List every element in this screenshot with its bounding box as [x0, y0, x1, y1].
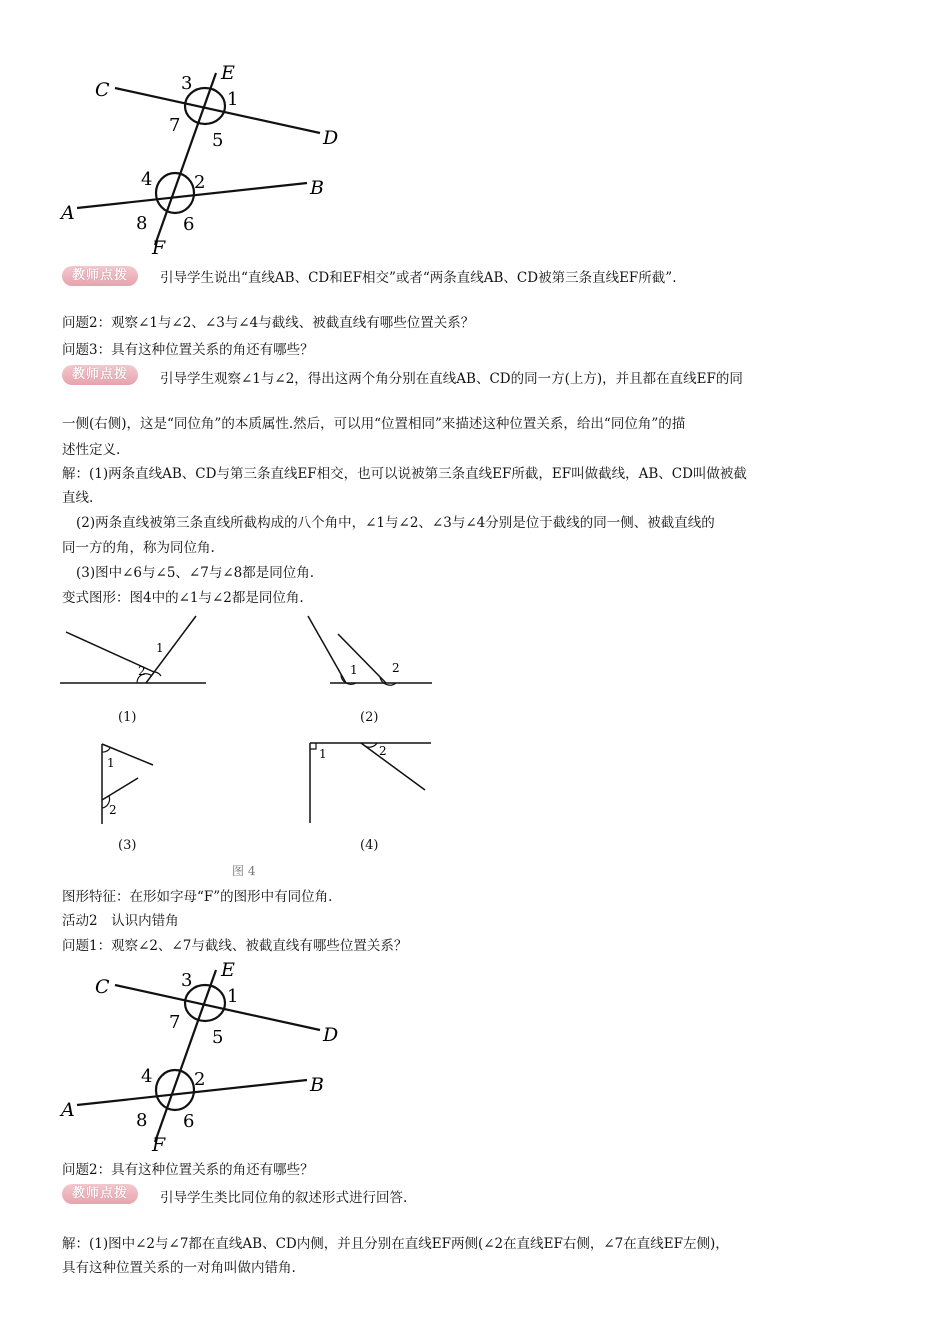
angle-mark-1: 1 [319, 747, 327, 761]
angle-mark-1: 1 [350, 663, 358, 677]
angle-label-7: 7 [169, 1012, 181, 1033]
figure-4-caption-4: (4) [360, 838, 379, 853]
activity-2-question-2: 问题2：具有这种位置关系的角还有哪些？ [62, 1162, 314, 1178]
angle-mark-1: 1 [107, 756, 115, 770]
angle-label-3: 3 [181, 970, 193, 991]
figure-feature: 图形特征：在形如字母“F”的图形中有同位角. [62, 889, 333, 905]
angle-mark-2: 2 [109, 803, 117, 817]
angle-label-1: 1 [227, 986, 239, 1007]
teacher-tip-3: 引导学生类比同位角的叙述形式进行回答. [160, 1190, 408, 1206]
figure-4-title: 图 4 [232, 864, 256, 878]
angle-label-4: 4 [141, 1066, 153, 1087]
label-f: F [152, 237, 166, 259]
figure-4-panel-4 [305, 738, 437, 828]
teacher-tip-2-line-3: 述性定义. [62, 442, 121, 458]
angle-mark-2: 2 [392, 661, 400, 675]
angle-label-3: 3 [181, 73, 193, 94]
teacher-tip-badge: 教师点拨 [62, 1184, 138, 1204]
angle-label-6: 6 [183, 1111, 195, 1132]
teacher-tip-2-line-1: 引导学生观察∠1与∠2，得出这两个角分别在直线AB、CD的同一方(上方)，并且都在直线EF的同 [160, 371, 743, 387]
angle-label-2: 2 [194, 172, 206, 193]
label-a: A [61, 202, 75, 224]
label-a: A [61, 1099, 75, 1121]
figure-4-panel-1 [58, 612, 258, 692]
label-d: D [323, 127, 339, 149]
angle-label-5: 5 [212, 1027, 224, 1048]
teacher-tip-1: 引导学生说出“直线AB、CD和EF相交”或者“两条直线AB、CD被第三条直线EF所截”. [160, 270, 677, 286]
label-e: E [221, 959, 235, 981]
angle-mark-2: 2 [138, 664, 146, 678]
question-3: 问题3：具有这种位置关系的角还有哪些？ [62, 342, 314, 358]
line-cd [115, 88, 320, 133]
label-b: B [310, 1074, 324, 1096]
activity-2-solution-line-1: 解：(1)图中∠2与∠7都在直线AB、CD内侧，并且分别在直线EF两侧(∠2在直线EF右侧，∠7在直线EF左侧)， [62, 1236, 729, 1252]
label-f: F [152, 1134, 166, 1156]
label-c: C [95, 976, 110, 998]
solution-2-line-2: 同一方的角，称为同位角. [62, 540, 215, 556]
activity-2-question-1: 问题1：观察∠2、∠7与截线、被截直线有哪些位置关系？ [62, 938, 408, 954]
parallel-lines-diagram-bottom [55, 952, 365, 1162]
figure-4-caption-1: (1) [118, 710, 137, 725]
angle-mark-1: 1 [156, 641, 164, 655]
solution-3: (3)图中∠6与∠5、∠7与∠8都是同位角. [76, 565, 315, 581]
figure-4-caption-2: (2) [360, 710, 379, 725]
angle-label-5: 5 [212, 130, 224, 151]
variant-figures: 变式图形：图4中的∠1与∠2都是同位角. [62, 590, 304, 606]
solution-1-line-1: 解：(1)两条直线AB、CD与第三条直线EF相交，也可以说被第三条直线EF所截，EF叫做截线，AB、CD叫做被截 [62, 466, 747, 482]
label-c: C [95, 79, 110, 101]
activity-2-solution-line-2: 具有这种位置关系的一对角叫做内错角. [62, 1260, 296, 1276]
angle-label-7: 7 [169, 115, 181, 136]
angle-arc-lower [156, 1070, 194, 1110]
angle-label-8: 8 [136, 1110, 148, 1131]
figure-4-panel-2 [300, 612, 440, 692]
angle-label-6: 6 [183, 214, 195, 235]
line-cd [115, 985, 320, 1030]
figure-4-panel-3 [95, 738, 165, 828]
label-b: B [310, 177, 324, 199]
solution-1-line-2: 直线. [62, 490, 94, 506]
question-2: 问题2：观察∠1与∠2、∠3与∠4与截线、被截直线有哪些位置关系？ [62, 315, 475, 331]
figure-4-caption-3: (3) [118, 838, 137, 853]
label-d: D [323, 1024, 339, 1046]
teacher-tip-badge: 教师点拨 [62, 365, 138, 385]
angle-label-1: 1 [227, 89, 239, 110]
angle-label-2: 2 [194, 1069, 206, 1090]
solution-2-line-1: (2)两条直线被第三条直线所截构成的八个角中，∠1与∠2、∠3与∠4分别是位于截线的同一侧、被截直线的 [76, 515, 715, 531]
angle-label-8: 8 [136, 213, 148, 234]
teacher-tip-badge: 教师点拨 [62, 266, 138, 286]
activity-2-heading: 活动2 认识内错角 [62, 913, 179, 929]
parallel-lines-diagram-top [55, 55, 365, 265]
teacher-tip-2-line-2: 一侧(右侧)，这是“同位角”的本质属性.然后，可以用“位置相同”来描述这种位置关系，给出“同位角”的描 [62, 416, 686, 432]
angle-mark-2: 2 [379, 744, 387, 758]
angle-arc-lower [156, 173, 194, 213]
label-e: E [221, 62, 235, 84]
angle-label-4: 4 [141, 169, 153, 190]
